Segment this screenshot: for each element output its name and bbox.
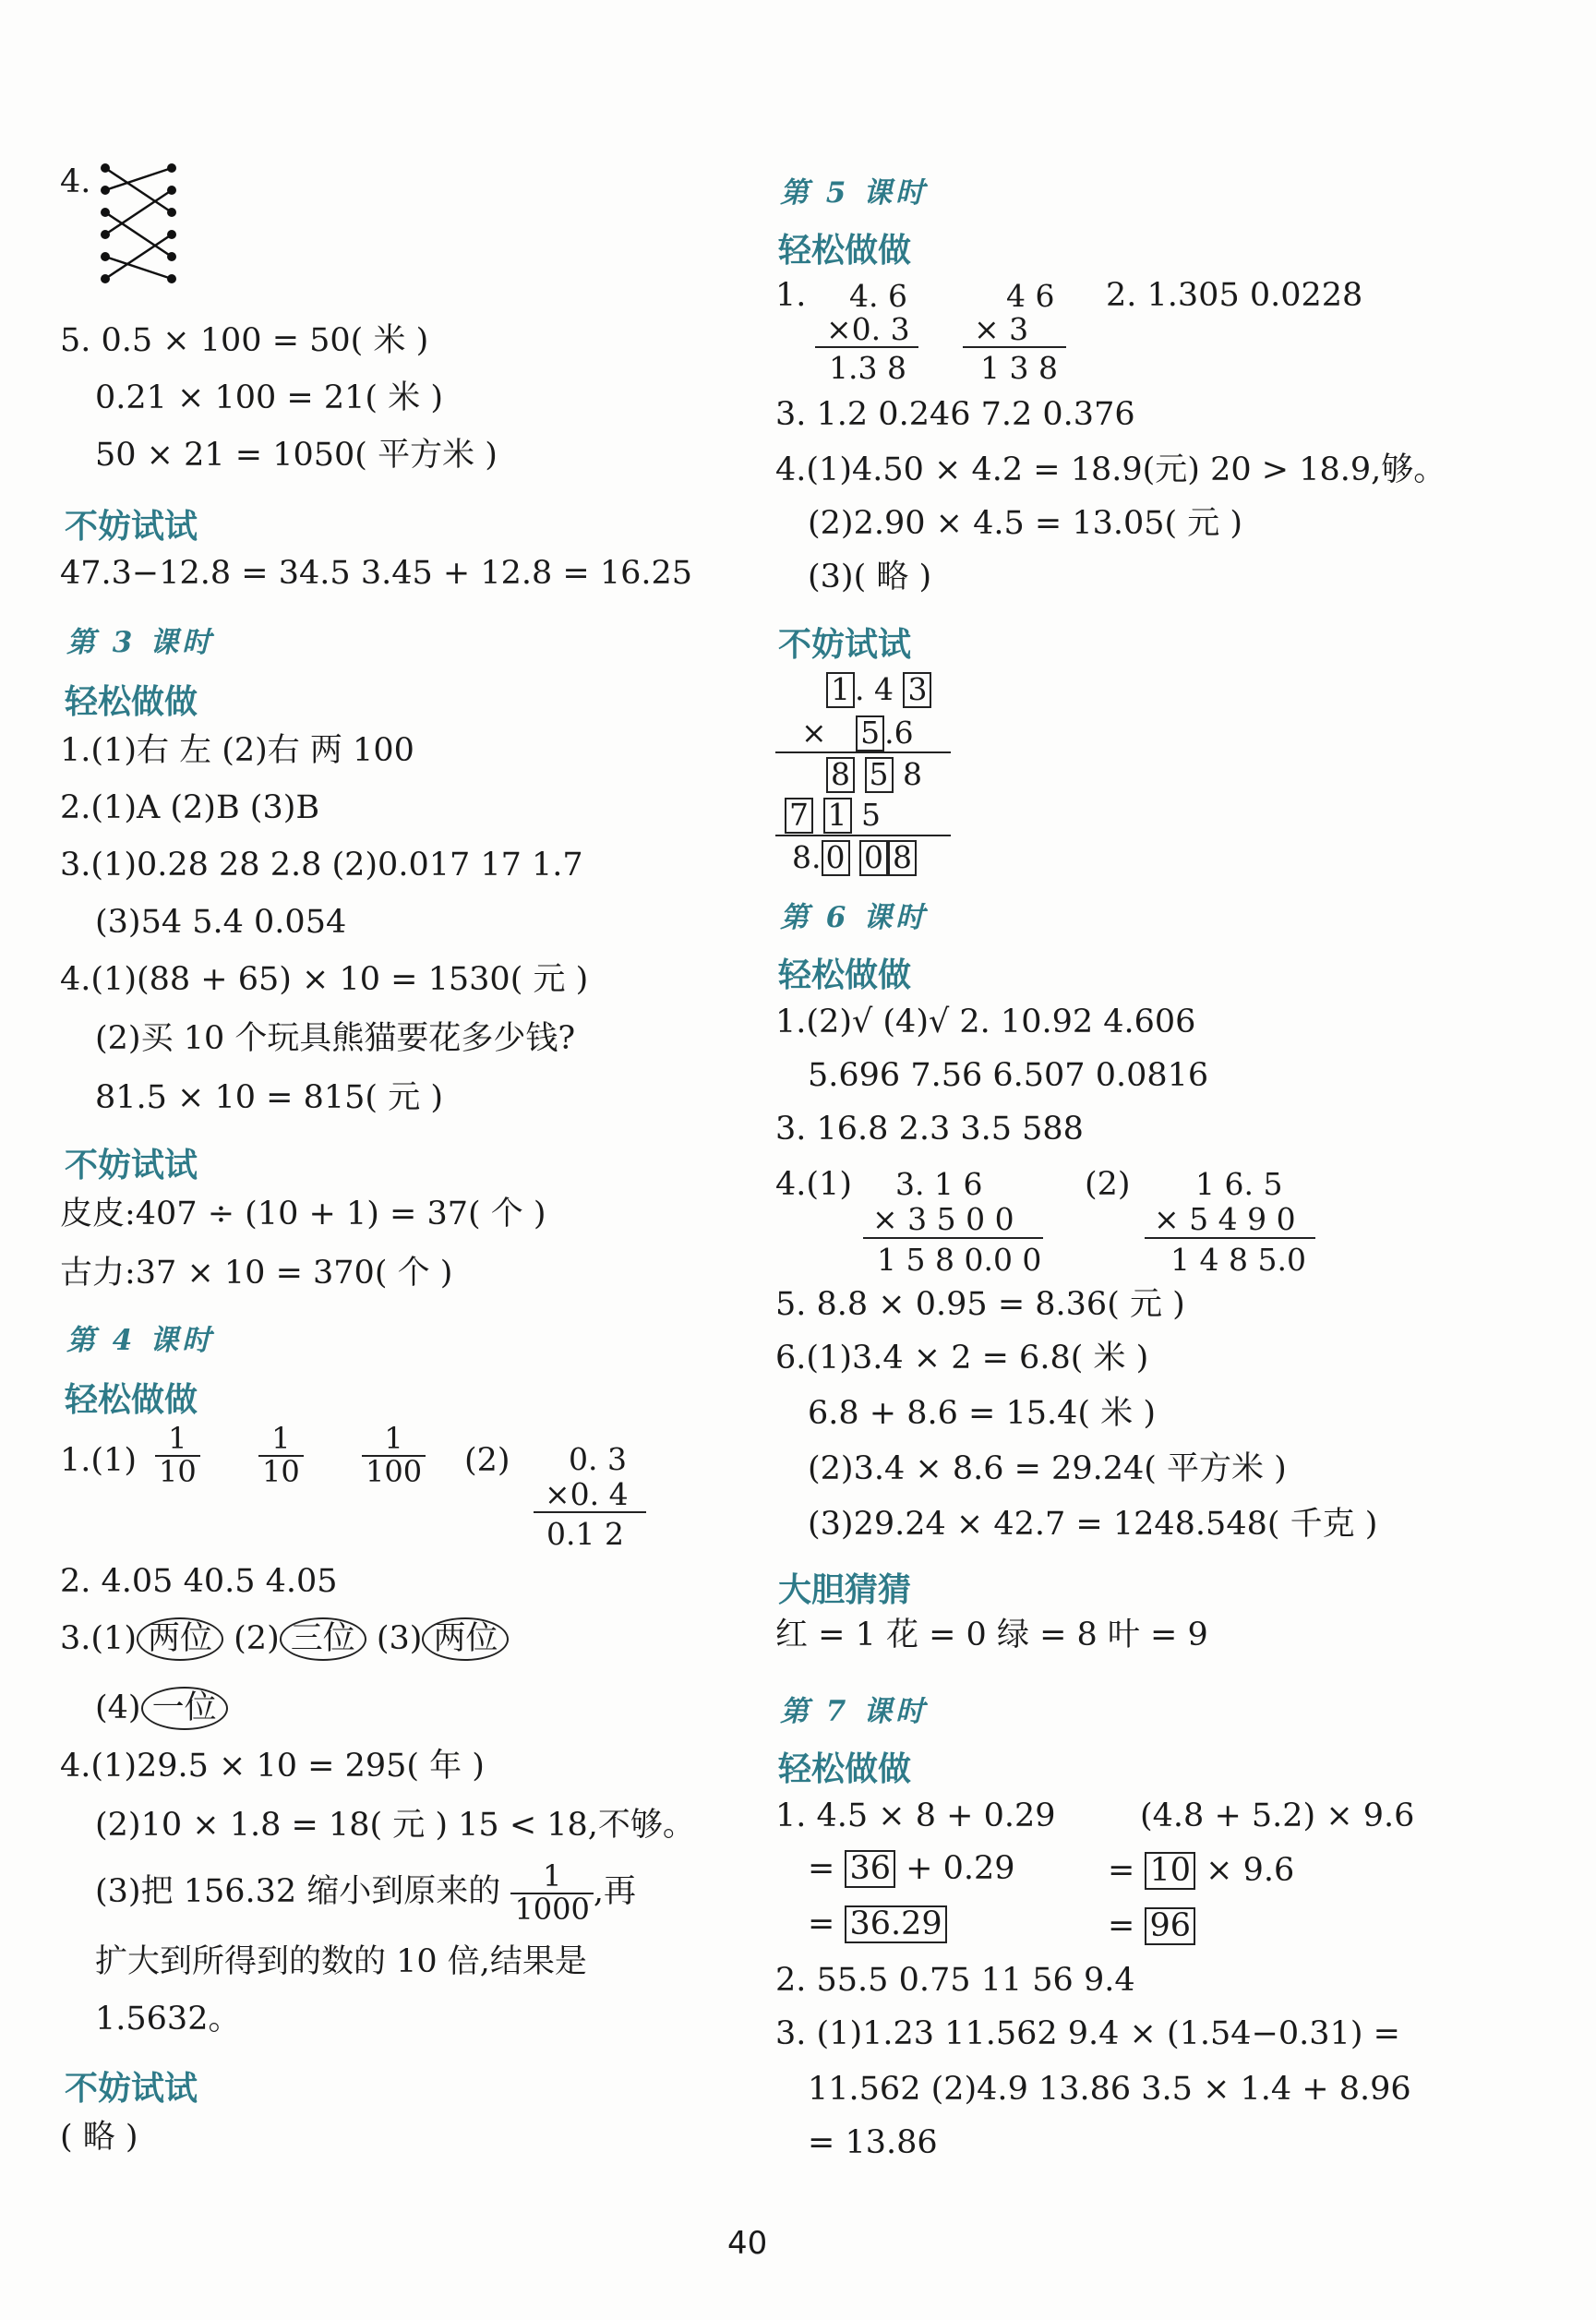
answer-line: (3)29.24 × 42.7 = 1248.548( 千克 ) (808, 1506, 1378, 1543)
puzzle-row: 7 1 5 (785, 798, 881, 834)
divider (815, 346, 918, 348)
digit-box: 8 (826, 757, 855, 793)
label: 3.(1) (60, 1620, 137, 1657)
answer-line: 2.(1)A (2)B (3)B (60, 789, 320, 826)
answer-line: 1.(2)√ (4)√ 2. 10.92 4.606 (775, 1004, 1196, 1040)
circled-answer: 一位 (141, 1687, 228, 1730)
lesson-title: 第 3 课时 (66, 626, 215, 659)
circled-answers-row (95, 1687, 228, 1730)
fraction: $\frac{1}{100}$ (362, 1424, 426, 1487)
mul-row: × 3 (974, 311, 1029, 347)
answer-line: (2)2.90 × 4.5 = 13.05( 元 ) (808, 505, 1243, 542)
puzzle-row: 8. 0 0 8 (792, 840, 917, 876)
mul-row: 4. 6 (849, 278, 907, 314)
mul-row: × 5 4 9 0 (1154, 1201, 1296, 1237)
answer-line: 1.(1)右 左 (2)右 两 100 (60, 732, 414, 769)
fraction: $\frac{1}{1000}$ (510, 1861, 593, 1925)
answer-line: 古力:37 × 10 = 370( 个 ) (60, 1255, 453, 1292)
puzzle-row: 1 . 4 3 (826, 672, 931, 708)
lesson-title: 第 4 课时 (66, 1324, 215, 1357)
matching-lines-diagram (92, 159, 185, 295)
lesson-title: 第 5 课时 (780, 176, 929, 210)
answer-line: = 36.29 (808, 1905, 947, 1943)
answer-line: 1. 4.5 × 8 + 0.29 (775, 1797, 1056, 1834)
answer-line: (3)54 5.4 0.054 (95, 904, 347, 941)
answer-line: 3. 1.2 0.246 7.2 0.376 (775, 396, 1135, 433)
answer-line: 5.696 7.56 6.507 0.0816 (808, 1057, 1209, 1094)
mul-row: 3. 1 6 (895, 1166, 983, 1202)
answer-line: 扩大到所得到的数的 10 倍,结果是 (95, 1943, 587, 1980)
fraction: $\frac{1}{10}$ (258, 1424, 304, 1487)
answer-line: 1.5632。 (95, 2001, 241, 2038)
divider (1145, 1237, 1315, 1239)
section-title: 轻松做做 (65, 1381, 198, 1419)
digit-box: 0 (822, 840, 850, 876)
mul-row: × 3 5 0 0 (872, 1201, 1014, 1237)
mul-row: ×0. 3 (826, 311, 910, 347)
try1-answer: 47.3−12.8 = 34.5 3.45 + 12.8 = 16.25 (60, 555, 693, 592)
answer-line: 1. (775, 277, 807, 314)
answer-line: = 10 × 9.6 (1108, 1852, 1295, 1889)
digit-box: 5 (856, 715, 884, 751)
answer-line: 3. (1)1.23 11.562 9.4 × (1.54−0.31) = (775, 2015, 1400, 2052)
section-title: 轻松做做 (778, 232, 912, 270)
mul-row: 1 5 8 0.0 0 (877, 1242, 1042, 1278)
answer-line: 3. 16.8 2.3 3.5 588 (775, 1111, 1084, 1148)
section-title: 大胆猜猜 (778, 1571, 912, 1609)
circled-answers-row (60, 1617, 509, 1661)
answer-line: 1.(1) (60, 1442, 137, 1479)
answer-box: 36.29 (845, 1905, 946, 1943)
answer-line: 4.(1)4.50 × 4.2 = 18.9(元) 20 > 18.9,够。 (775, 451, 1446, 488)
answer-line: (2) (1085, 1166, 1131, 1203)
mul-row: 0. 3 (569, 1441, 627, 1477)
answer-line: = 96 (1108, 1907, 1195, 1945)
digit-box: 1 (826, 672, 855, 708)
answer-line: (2)10 × 1.8 = 18( 元 ) 15 < 18,不够。 (95, 1807, 695, 1844)
section-title: 轻松做做 (65, 683, 198, 721)
mul-row: ×0. 4 (545, 1476, 629, 1512)
q5-line3: 50 × 21 = 1050( 平方米 ) (95, 437, 498, 474)
answer-line: = 36 + 0.29 (808, 1850, 1015, 1887)
section-title: 不妨试试 (65, 1147, 198, 1184)
label: (2) (234, 1620, 280, 1657)
digit-box: 5 (865, 757, 894, 793)
divider (534, 1511, 646, 1513)
digit-box: 8 (888, 840, 917, 876)
label: (4) (95, 1689, 141, 1726)
answer-line: (2) (464, 1442, 510, 1479)
answer-line: 81.5 × 10 = 815( 元 ) (95, 1079, 443, 1116)
answer-line: 2. 55.5 0.75 11 56 9.4 (775, 1962, 1135, 1999)
section-title: 轻松做做 (778, 1750, 912, 1788)
answer-line: 5. 8.8 × 0.95 = 8.36( 元 ) (775, 1286, 1185, 1323)
answer-line: 4.(1)29.5 × 10 = 295( 年 ) (60, 1748, 485, 1785)
answer-line: 3.(1)0.28 28 2.8 (2)0.017 17 1.7 (60, 847, 583, 884)
answer-line: 6.8 + 8.6 = 15.4( 米 ) (808, 1395, 1156, 1432)
mul-row: 1 4 8 5.0 (1170, 1242, 1306, 1278)
digit-box: 7 (785, 798, 813, 834)
answer-line: (4.8 + 5.2) × 9.6 (1140, 1797, 1415, 1834)
q5-line1: 5. 0.5 × 100 = 50( 米 ) (60, 322, 429, 359)
q4-label: 4. (60, 163, 91, 200)
mul-row: 1 6. 5 (1195, 1166, 1283, 1202)
mul-row: 4 6 (1006, 278, 1055, 314)
answer-box: 36 (845, 1850, 895, 1888)
section-title: 不妨试试 (65, 2070, 198, 2108)
lesson-title: 第 6 课时 (780, 901, 929, 934)
circled-answer: 三位 (280, 1617, 366, 1661)
digit-box: 3 (903, 672, 931, 708)
section-title: 不妨试试 (65, 508, 198, 546)
answer-line: (3)把 156.32 缩小到原来的 $\frac{1}{1000}$ ,再 (95, 1858, 637, 1927)
answer-line: 红 = 1 花 = 0 绿 = 8 叶 = 9 (775, 1617, 1208, 1653)
label: (3) (376, 1620, 423, 1657)
puzzle-row: × 5 .6 (801, 715, 914, 751)
answer-line: 2. 4.05 40.5 4.05 (60, 1563, 338, 1600)
answer-line: = 13.86 (808, 2124, 938, 2161)
answer-line: 皮皮:407 ÷ (10 + 1) = 37( 个 ) (60, 1196, 546, 1232)
mul-row: 0.1 2 (546, 1516, 624, 1552)
fraction: $\frac{1}{10}$ (155, 1424, 200, 1487)
answer-box: 96 (1145, 1907, 1195, 1945)
page-number: 40 (727, 2225, 768, 2262)
puzzle-row: 8 5 8 (826, 757, 922, 793)
q5-line2: 0.21 × 100 = 21( 米 ) (95, 379, 443, 416)
answer-box: 10 (1145, 1852, 1195, 1890)
section-title: 轻松做做 (778, 956, 912, 994)
divider (863, 1237, 1043, 1239)
mul-row: 1.3 8 (829, 350, 906, 386)
divider (775, 751, 951, 753)
circled-answer: 两位 (422, 1617, 509, 1661)
answer-line: ( 略 ) (60, 2119, 138, 2156)
answer-line: 11.562 (2)4.9 13.86 3.5 × 1.4 + 8.96 (808, 2071, 1411, 2108)
circled-answer: 两位 (137, 1617, 223, 1661)
lesson-title: 第 7 课时 (780, 1695, 929, 1728)
answer-line: (2)买 10 个玩具熊猫要花多少钱? (95, 1020, 576, 1057)
answer-line: 6.(1)3.4 × 2 = 6.8( 米 ) (775, 1340, 1149, 1376)
divider (963, 346, 1066, 348)
digit-box: 0 (859, 840, 888, 876)
answer-line: 2. 1.305 0.0228 (1106, 277, 1363, 314)
mul-row: 1 3 8 (980, 350, 1058, 386)
answer-line: 4.(1)(88 + 65) × 10 = 1530( 元 ) (60, 961, 589, 998)
section-title: 不妨试试 (778, 626, 912, 664)
divider (775, 835, 951, 836)
digit-box: 1 (823, 798, 852, 834)
answer-line: (2)3.4 × 8.6 = 29.24( 平方米 ) (808, 1450, 1287, 1487)
answer-line: 4.(1) (775, 1166, 852, 1203)
answer-line: (3)( 略 ) (808, 559, 932, 595)
